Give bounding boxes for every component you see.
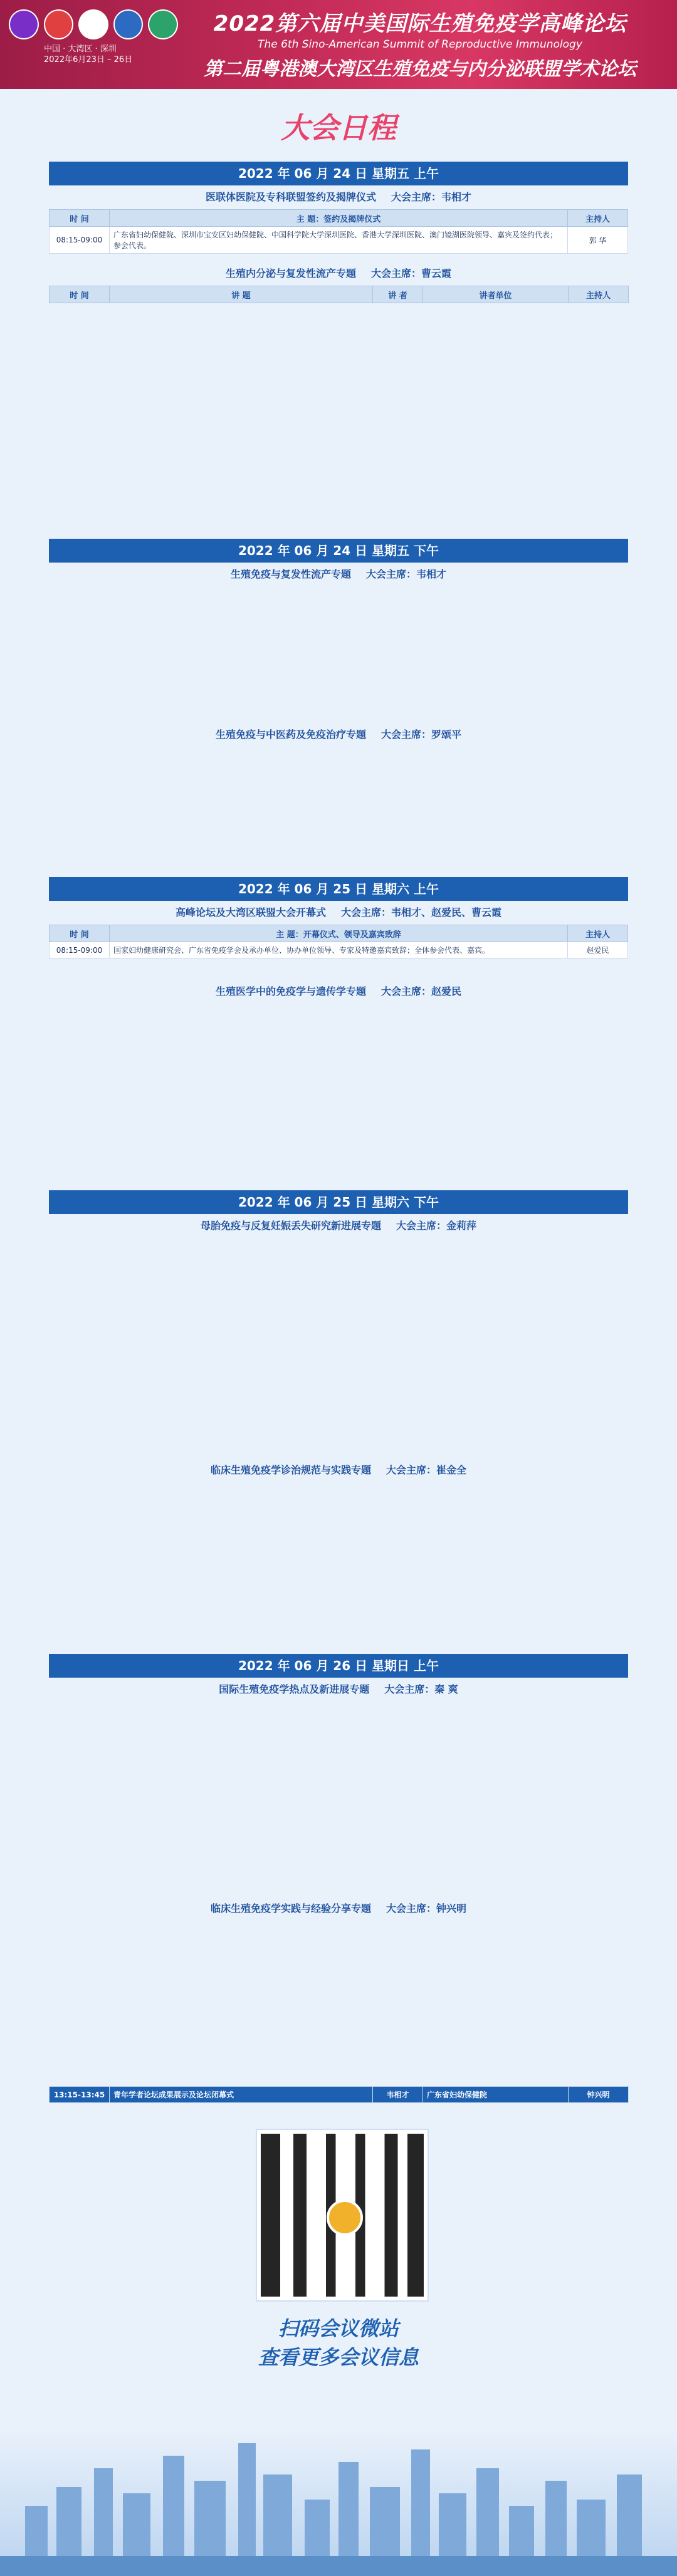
col-time: 时 间	[50, 210, 110, 227]
header-banner	[0, 0, 677, 89]
closing-table	[49, 2086, 629, 2103]
row-host: 赵爱民	[568, 942, 628, 958]
session-chair: 大会主席：崔金全	[386, 1464, 467, 1476]
session-chair: 大会主席：罗颂平	[381, 729, 462, 740]
row-speaker: 韦相才	[373, 2087, 423, 2103]
row-time: 08:15-09:00	[50, 227, 110, 254]
opening-table	[49, 925, 628, 958]
conference-title-en: The 6th Sino-American Summit of Reproductive Immunology	[258, 38, 582, 51]
session-header	[49, 1215, 628, 1237]
col-topic: 讲 题	[110, 286, 373, 303]
session-header	[49, 1898, 628, 1919]
sign-table	[49, 209, 628, 254]
col-host: 主持人	[568, 925, 628, 942]
session-title: 国际生殖免疫学热点及新进展专题	[219, 1683, 370, 1695]
location-line: 中国 · 大湾区 · 深圳	[44, 44, 117, 54]
row-time: 13:15-13:45	[50, 2087, 110, 2103]
logo-1-icon	[9, 9, 39, 39]
session-header	[49, 1460, 628, 1481]
session-title: 生殖医学中的免疫学与遗传学专题	[215, 985, 366, 997]
logo-3-icon	[78, 9, 108, 39]
row-text: 国家妇幼健康研究会、广东省免疫学会及承办单位、协办单位领导、专家及特邀嘉宾致辞；全体参会代表、嘉宾。	[110, 942, 568, 958]
col-time: 时 间	[50, 286, 110, 303]
day-header: 2022 年 06 月 25 日 星期六 下午	[49, 1190, 628, 1214]
forum-title-cn: 第二届粤港澳大湾区生殖免疫与内分泌联盟学术论坛	[204, 58, 636, 80]
row-unit: 广东省妇幼保健院	[423, 2087, 569, 2103]
session-title: 生殖免疫与复发性流产专题	[230, 568, 351, 580]
day-header: 2022 年 06 月 24 日 星期五 下午	[49, 539, 628, 563]
session-chair: 大会主席：韦相才、赵爱民、曹云霞	[341, 906, 502, 918]
page-title: 大会日程	[281, 111, 396, 145]
row-host: 钟兴明	[569, 2087, 629, 2103]
qr-code[interactable]	[257, 2130, 428, 2300]
date-line: 2022年6月23日 – 26日	[44, 55, 133, 65]
logo-2-icon	[44, 9, 74, 39]
table-row	[50, 942, 628, 958]
table-header-row	[50, 925, 628, 942]
session-chair: 大会主席：赵爱民	[381, 985, 462, 997]
session-title: 母胎免疫与反复妊娠丢失研究新进展专题	[200, 1220, 381, 1232]
col-unit: 讲者单位	[423, 286, 569, 303]
city-skyline-illustration	[0, 2431, 677, 2576]
session-title: 医联体医院及专科联盟签约及揭牌仪式	[205, 191, 376, 203]
table-row	[50, 2087, 629, 2103]
col-theme: 主 题：开幕仪式、领导及嘉宾致辞	[110, 925, 568, 942]
col-theme: 主 题：签约及揭牌仪式	[110, 210, 568, 227]
conference-title-cn: 2022第六届中美国际生殖免疫学高峰论坛	[213, 11, 627, 36]
conference-title	[182, 6, 658, 81]
session-header	[49, 902, 628, 923]
row-time: 08:15-09:00	[50, 942, 110, 958]
row-host: 郭 华	[568, 227, 628, 254]
session-title: 临床生殖免疫学实践与经验分享专题	[210, 1903, 371, 1914]
session-chair: 大会主席：曹云霞	[371, 267, 452, 279]
logo-4-icon	[113, 9, 144, 39]
location-date	[44, 44, 132, 65]
qr-logo-icon	[327, 2199, 363, 2236]
session-header	[49, 263, 628, 284]
session-chair: 大会主席：韦相才	[366, 568, 447, 580]
sponsor-logos	[9, 9, 178, 40]
session-title: 生殖内分泌与复发性流产专题	[225, 267, 356, 279]
row-text: 广东省妇幼保健院、深圳市宝安区妇幼保健院、中国科学院大学深圳医院、香港大学深圳医院、澳门镜湖医院领导、嘉宾及签约代表；参会代表。	[110, 227, 568, 254]
session-title: 临床生殖免疫学诊治规范与实践专题	[210, 1464, 371, 1476]
session-chair: 大会主席：秦 爽	[384, 1683, 458, 1695]
session-header	[49, 981, 628, 1002]
table-row	[50, 227, 628, 254]
col-host: 主持人	[569, 286, 629, 303]
ground	[0, 2556, 677, 2576]
table-header-row	[50, 286, 629, 303]
session-title: 生殖免疫与中医药及免疫治疗专题	[215, 729, 366, 740]
session-chair: 大会主席：韦相才	[391, 191, 472, 203]
session-title: 高峰论坛及大湾区联盟大会开幕式	[175, 906, 326, 918]
logo-5-icon	[148, 9, 178, 39]
session-header	[49, 564, 628, 585]
col-host: 主持人	[568, 210, 628, 227]
scan-text-2: 查看更多会议信息	[258, 2345, 419, 2369]
row-topic: 青年学者论坛成果展示及论坛闭幕式	[110, 2087, 373, 2103]
day-header: 2022 年 06 月 24 日 星期五 上午	[49, 162, 628, 185]
col-speaker: 讲 者	[373, 286, 423, 303]
schedule-table	[49, 286, 629, 303]
session-chair: 大会主席：钟兴明	[386, 1903, 467, 1914]
day-header: 2022 年 06 月 25 日 星期六 上午	[49, 877, 628, 901]
day-header: 2022 年 06 月 26 日 星期日 上午	[49, 1654, 628, 1678]
session-header	[49, 1679, 628, 1700]
table-header-row	[50, 210, 628, 227]
col-time: 时 间	[50, 925, 110, 942]
session-header	[49, 187, 628, 208]
session-chair: 大会主席：金莉萍	[396, 1220, 477, 1232]
session-header	[49, 724, 628, 745]
scan-text-1: 扫码会议微站	[278, 2317, 399, 2340]
